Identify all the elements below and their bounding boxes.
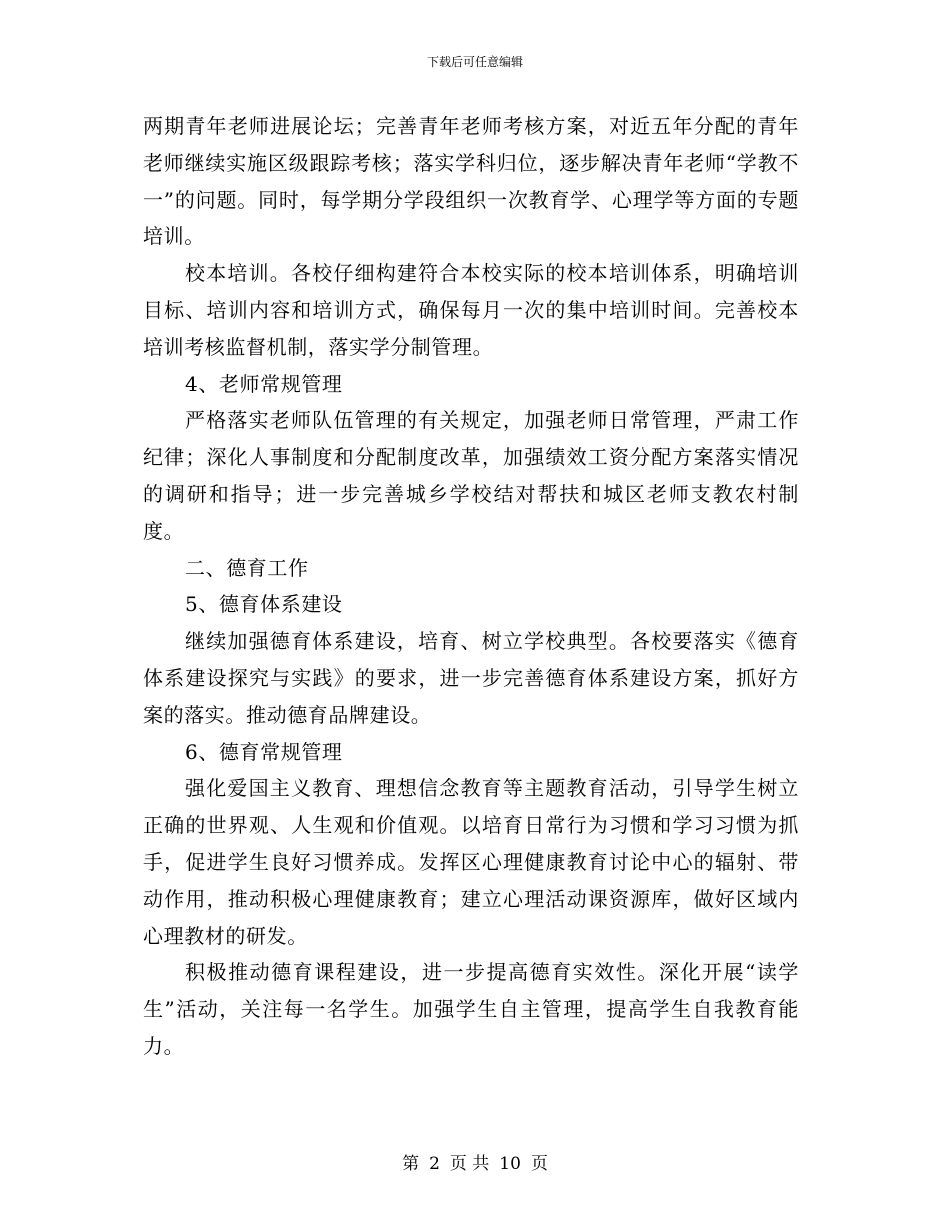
paragraph-3: 严格落实老师队伍管理的有关规定，加强老师日常管理，严肃工作纪律；深化人事制度和分配制度改革，加强绩效工资分配方案落实情况的调研和指导；进一步完善城乡学校结对帮扶和城区老师支教农村制度。 (143, 408, 799, 543)
paragraph-5: 强化爱国主义教育、理想信念教育等主题教育活动，引导学生树立正确的世界观、人生观和价值观。以培育日常行为习惯和学习习惯为抓手，促进学生良好习惯养成。发挥区心理健康教育讨论中心的辐射、带动作用，推动积极心理健康教育；建立心理活动课资源库，做好区域内心理教材的研发。 (143, 776, 799, 948)
footer-prefix: 第 (402, 1154, 420, 1174)
paragraph-6: 积极推动德育课程建设，进一步提高德育实效性。深化开展“读学生”活动，关注每一名学生。加强学生自主管理，提高学生自我教育能力。 (143, 960, 799, 1058)
section-heading-2: 二、德育工作 (185, 555, 309, 580)
paragraph-1: 两期青年老师进展论坛；完善青年老师考核方案，对近五年分配的青年老师继续实施区级跟踪考核；落实学科归位，逐步解决青年老师“学教不一”的问题。同时，每学期分学段组织一次教育学、心理学等方面的专题培训。 (143, 114, 799, 249)
page-header: 下载后可任意编辑 (426, 55, 523, 69)
footer-page-number: 2 (429, 1154, 440, 1174)
footer-suffix: 页 (530, 1154, 548, 1174)
section-heading-4: 4、老师常规管理 (185, 371, 343, 396)
page-footer (0, 1152, 950, 1176)
footer-middle: 页 共 (449, 1154, 490, 1174)
section-heading-5: 5、德育体系建设 (185, 592, 343, 617)
footer-total-pages: 10 (499, 1154, 521, 1174)
paragraph-2: 校本培训。各校仔细构建符合本校实际的校本培训体系，明确培训目标、培训内容和培训方式，确保每月一次的集中培训时间。完善校本培训考核监督机制，落实学分制管理。 (143, 261, 799, 359)
paragraph-4: 继续加强德育体系建设，培育、树立学校典型。各校要落实《德育体系建设探究与实践》的要求，进一步完善德育体系建设方案，抓好方案的落实。推动德育品牌建设。 (143, 629, 799, 727)
section-heading-6: 6、德育常规管理 (185, 739, 343, 764)
document-body (143, 108, 799, 1065)
